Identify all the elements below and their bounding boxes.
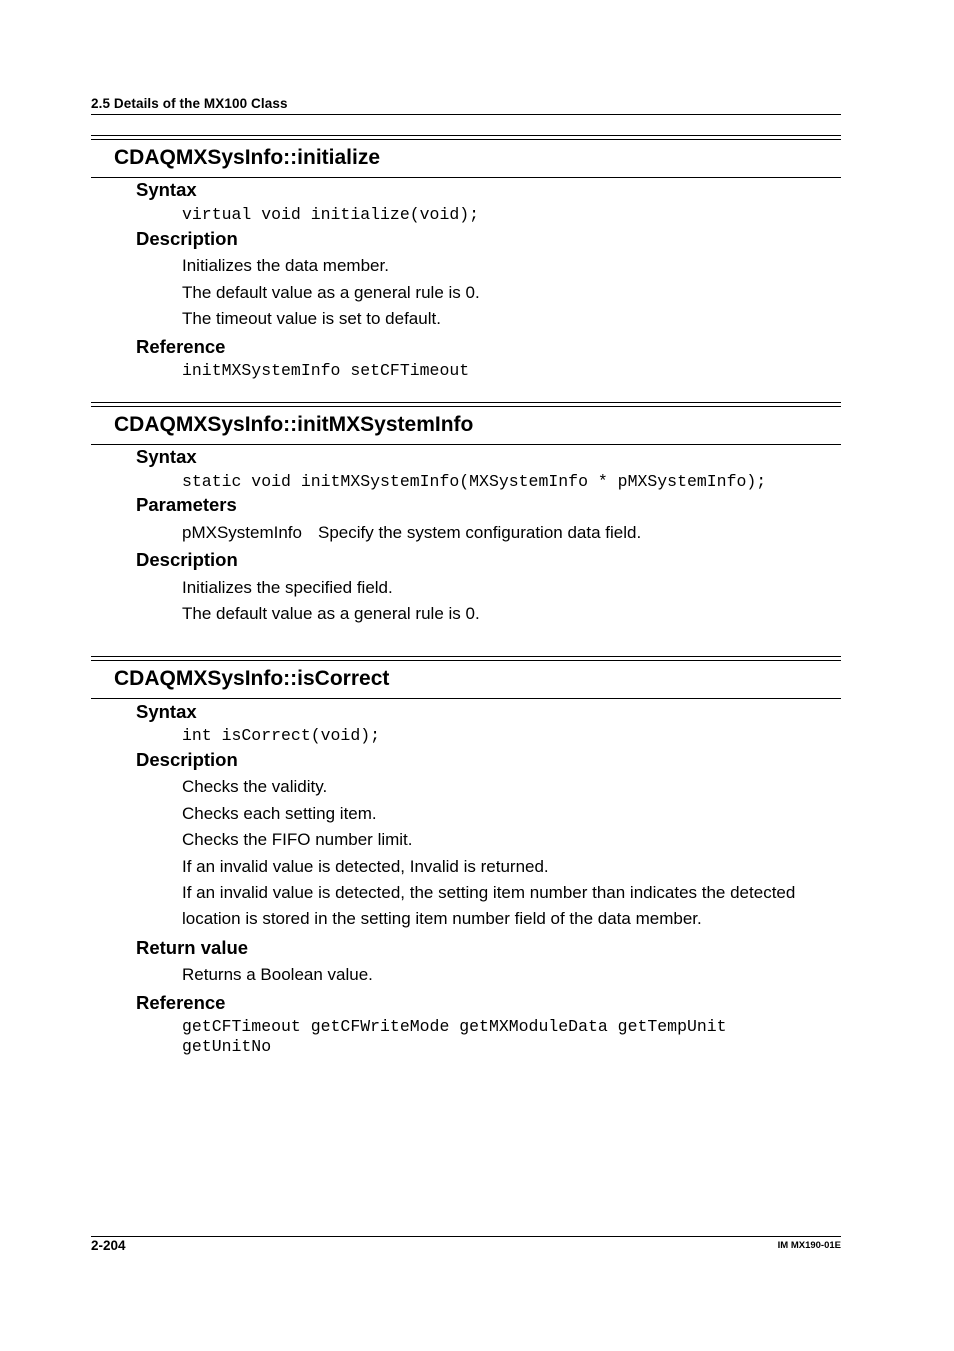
reference-heading: Reference: [136, 992, 226, 1013]
description-line: Checks the validity.: [182, 777, 328, 796]
parameter-name: pMXSystemInfo: [182, 523, 302, 542]
footer-rule: [91, 1236, 841, 1237]
syntax-heading: Syntax: [136, 701, 197, 722]
description-line: If an invalid value is detected, Invalid is returned.: [182, 857, 549, 876]
running-head: 2.5 Details of the MX100 Class: [91, 96, 288, 111]
description-line: The default value as a general rule is 0.: [182, 604, 480, 623]
description-heading: Description: [136, 549, 238, 570]
page-number: 2-204: [91, 1238, 126, 1253]
return-value-text: Returns a Boolean value.: [182, 965, 373, 984]
section-rule: [91, 444, 841, 445]
section-rule: [91, 177, 841, 178]
description-line: The timeout value is set to default.: [182, 309, 441, 328]
parameters-heading: Parameters: [136, 494, 237, 515]
section-title: CDAQMXSysInfo::isCorrect: [114, 667, 390, 690]
section-rule: [91, 660, 841, 661]
syntax-code: int isCorrect(void);: [182, 726, 381, 745]
section-rule: [91, 656, 841, 657]
description-line: location is stored in the setting item number field of the data member.: [182, 909, 702, 928]
section-rule: [91, 698, 841, 699]
syntax-heading: Syntax: [136, 179, 197, 200]
reference-heading: Reference: [136, 336, 226, 357]
section-title: CDAQMXSysInfo::initMXSystemInfo: [114, 413, 474, 436]
description-line: If an invalid value is detected, the setting item number than indicates the detected: [182, 883, 796, 902]
reference-code: getCFTimeout getCFWriteMode getMXModuleData getTempUnit: [182, 1017, 727, 1036]
description-heading: Description: [136, 228, 238, 249]
return-value-heading: Return value: [136, 937, 249, 958]
description-line: Initializes the specified field.: [182, 578, 393, 597]
description-line: The default value as a general rule is 0.: [182, 283, 480, 302]
section-rule: [91, 406, 841, 407]
reference-code: getUnitNo: [182, 1037, 272, 1056]
section-title: CDAQMXSysInfo::initialize: [114, 146, 381, 169]
section-rule: [91, 402, 841, 403]
description-heading: Description: [136, 749, 238, 770]
description-line: Checks the FIFO number limit.: [182, 830, 413, 849]
syntax-code: static void initMXSystemInfo(MXSystemInfo * pMXSystemInfo);: [182, 472, 767, 491]
header-rule: [91, 114, 841, 115]
description-line: Checks each setting item.: [182, 804, 377, 823]
parameter-description: Specify the system configuration data field.: [318, 523, 642, 542]
syntax-code: virtual void initialize(void);: [182, 205, 480, 224]
description-line: Initializes the data member.: [182, 256, 389, 275]
syntax-heading: Syntax: [136, 446, 197, 467]
reference-code: initMXSystemInfo setCFTimeout: [182, 361, 470, 380]
document-id: IM MX190-01E: [777, 1240, 841, 1251]
section-rule: [91, 135, 841, 136]
section-rule: [91, 139, 841, 140]
